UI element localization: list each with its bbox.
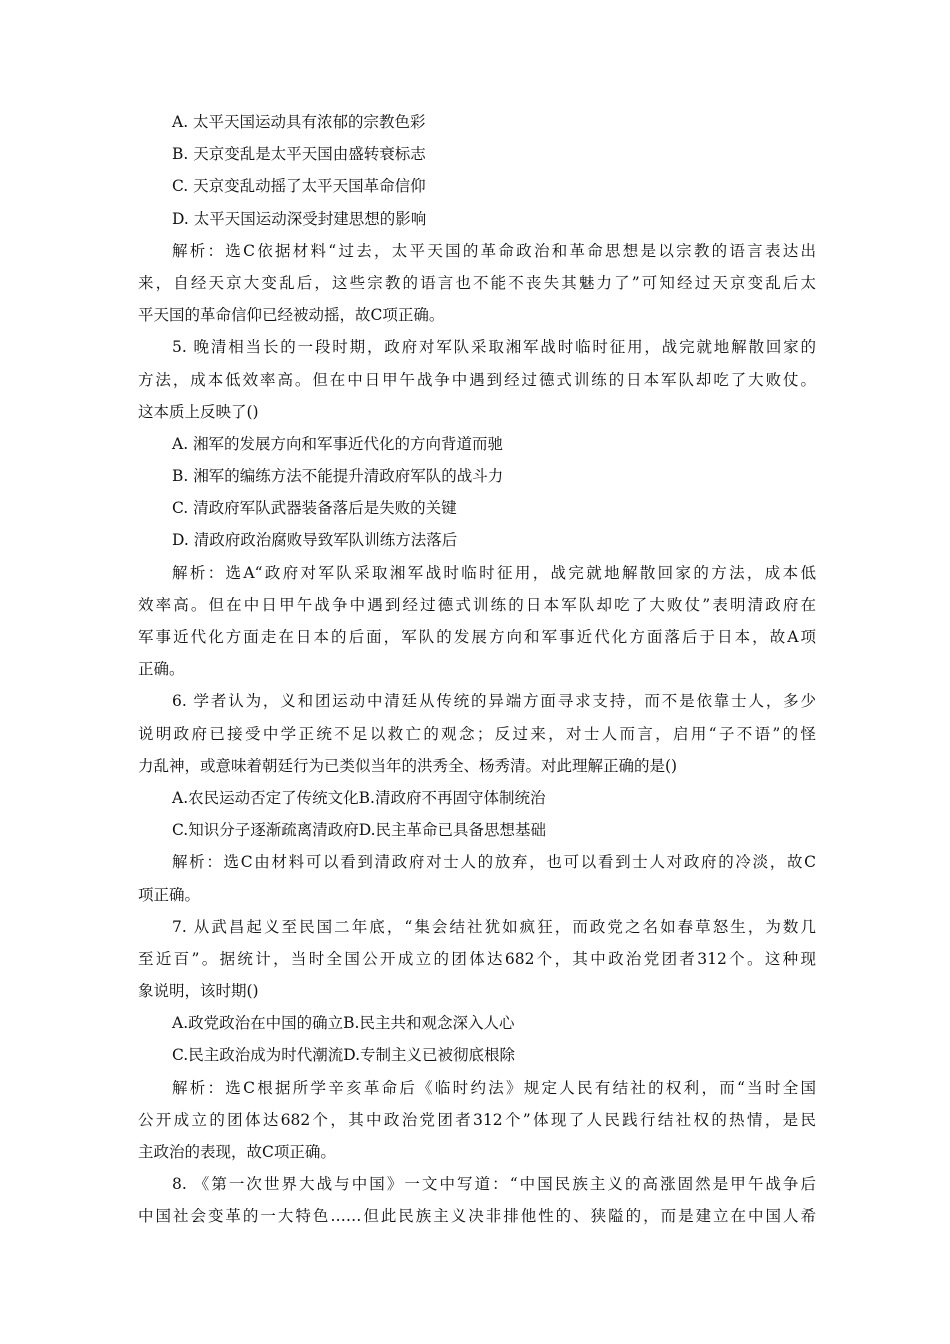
text-line: 说明政府已接受中学正统不足以救亡的观念；反过来，对士人而言，启用“子不语”的怪 xyxy=(138,724,816,743)
text-line: 主政治的表现，故C项正确。 xyxy=(138,1143,336,1161)
text-line: 正确。 xyxy=(138,660,185,679)
text-line: A.政党政治在中国的确立B.民主共和观念深入人心 xyxy=(172,1014,515,1033)
text-line: 中国社会变革的一大特色……但此民族主义决非排他性的、狭隘的，而是建立在中国人希 xyxy=(138,1207,816,1226)
text-line: 方法，成本低效率高。但在中日甲午战争中遇到经过德式训练的日本军队却吃了大败仗。 xyxy=(138,370,816,389)
text-line: A. 太平天国运动具有浓郁的宗教色彩 xyxy=(172,113,426,131)
text-line: 效率高。但在中日甲午战争中遇到经过德式训练的日本军队却吃了大败仗”表明清政府在 xyxy=(138,595,816,614)
text-line: 8. 《第一次世界大战与中国》一文中写道：“中国民族主义的高涨固然是甲午战争后 xyxy=(172,1175,816,1194)
text-line: 力乱神，或意味着朝廷行为已类似当年的洪秀全、杨秀清。对此理解正确的是() xyxy=(138,756,678,775)
text-line: 平天国的革命信仰已经被动摇，故C项正确。 xyxy=(138,306,445,325)
text-line: C.知识分子逐渐疏离清政府D.民主革命已具备思想基础 xyxy=(172,821,547,840)
text-line: 解析：选A“政府对军队采取湘军战时临时征用，战完就地解散回家的方法，成本低 xyxy=(172,563,816,582)
text-line: A.农民运动否定了传统文化B.清政府不再固守体制统治 xyxy=(172,788,546,807)
text-line: 项正确。 xyxy=(138,885,201,904)
text-line: 7. 从武昌起义至民国二年底，“集会结社犹如疯狂，而政党之名如春草怒生，为数几 xyxy=(172,917,816,936)
text-line: B. 湘军的编练方法不能提升清政府军队的战斗力 xyxy=(172,467,504,486)
text-line: C.民主政治成为时代潮流D.专制主义已被彻底根除 xyxy=(172,1046,516,1065)
text-line: 5. 晚清相当长的一段时期，政府对军队采取湘军战时临时征用，战完就地解散回家的 xyxy=(172,338,816,357)
text-line: 解析：选C根据所学辛亥革命后《临时约法》规定人民有结社的权利，而“当时全国 xyxy=(172,1078,816,1097)
text-line: B. 天京变乱是太平天国由盛转衰标志 xyxy=(172,145,426,164)
text-line: D. 清政府政治腐败导致军队训练方法落后 xyxy=(172,531,458,550)
text-line: 6. 学者认为，义和团运动中清廷从传统的异端方面寻求支持，而不是依靠士人，多少 xyxy=(172,692,816,711)
text-line: 至近百”。据统计，当时全国公开成立的团体达682个，其中政治党团者312个。这种现 xyxy=(138,949,816,968)
text-line: C. 清政府军队武器装备落后是失败的关键 xyxy=(172,499,457,518)
text-line: A. 湘军的发展方向和军事近代化的方向背道而驰 xyxy=(172,434,504,453)
text-line: C. 天京变乱动摇了太平天国革命信仰 xyxy=(172,177,426,196)
text-line: 解析：选C依据材料“过去，太平天国的革命政治和革命思想是以宗教的语言表达出 xyxy=(172,241,816,260)
text-line: 象说明，该时期() xyxy=(138,982,259,1001)
text-line: 解析：选C由材料可以看到清政府对士人的放弃，也可以看到士人对政府的冷淡，故C xyxy=(172,853,816,872)
text-line: 这本质上反映了() xyxy=(138,402,259,421)
text-line: 来，自经天京大变乱后，这些宗教的语言也不能不丧失其魅力了”可知经过天京变乱后太 xyxy=(138,273,816,292)
text-line: 公开成立的团体达682个，其中政治党团者312个”体现了人民践行结社权的热情，是民 xyxy=(138,1110,816,1129)
document-body xyxy=(138,106,816,1233)
text-line: 军事近代化方面走在日本的后面，军队的发展方向和军事近代化方面落后于日本，故A项 xyxy=(138,628,816,646)
text-line: D. 太平天国运动深受封建思想的影响 xyxy=(172,209,427,228)
